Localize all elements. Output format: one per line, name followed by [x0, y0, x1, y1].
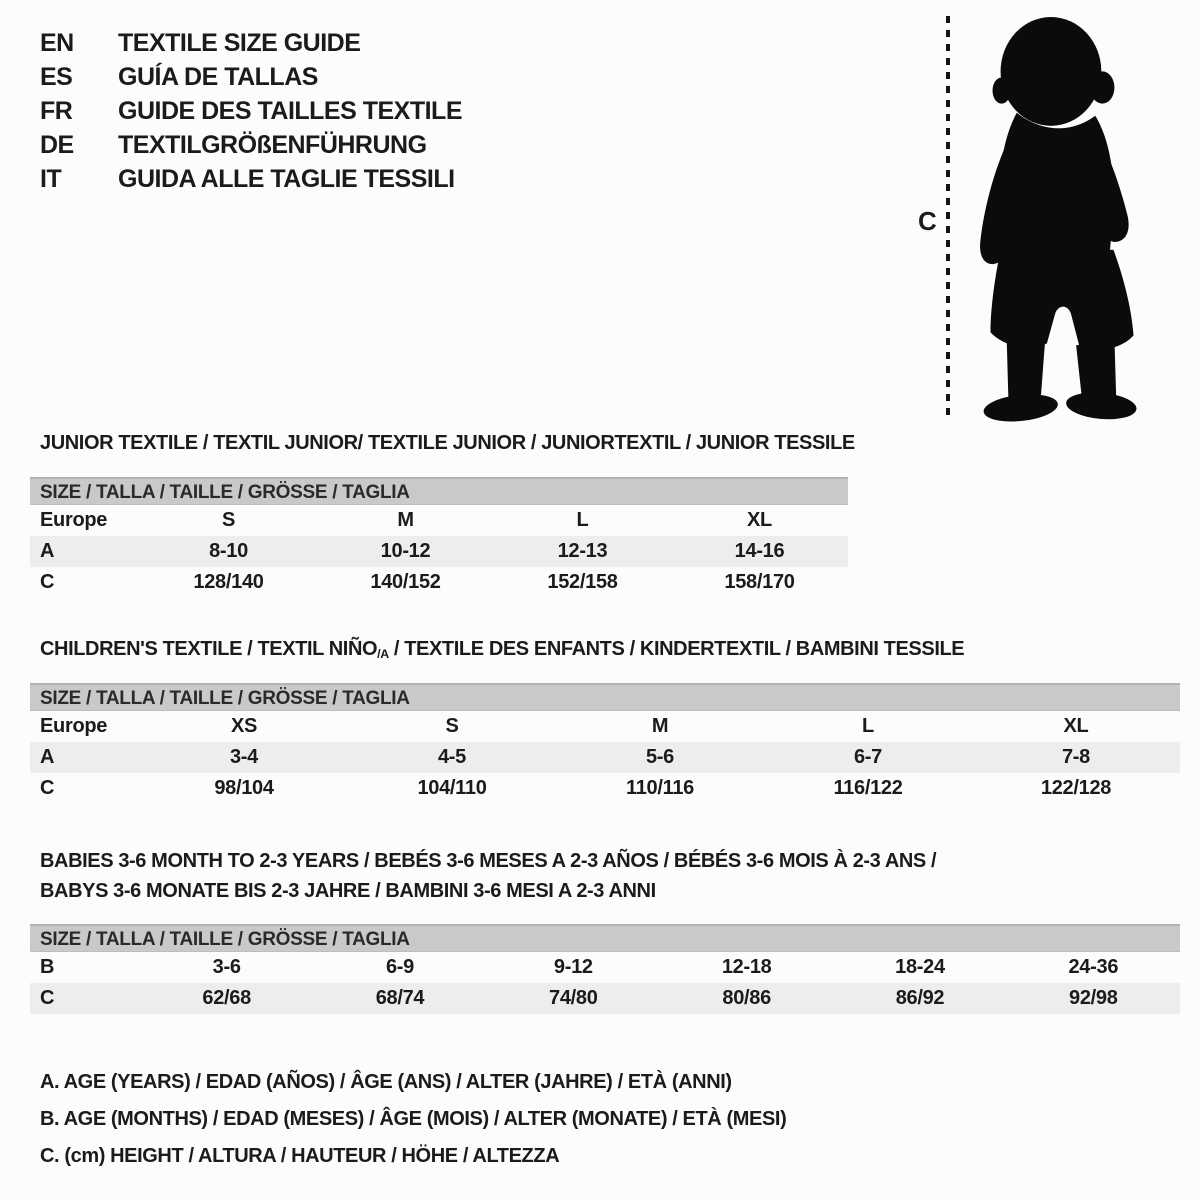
lang-code: IT: [40, 164, 62, 193]
size-col: XS: [230, 715, 258, 738]
children-header-row: [30, 711, 1180, 742]
cell: 3-6: [212, 956, 241, 978]
cell: 140/152: [370, 571, 441, 593]
size-col: S: [221, 509, 236, 531]
children-title-sub: /A: [377, 647, 389, 662]
cell: 4-5: [437, 746, 466, 769]
children-title-suffix: / TEXTILE DES ENFANTS / KINDERTEXTIL / BAMBINI TESSILE: [388, 638, 965, 660]
babies-section-title-line2: BABYS 3-6 MONATE BIS 2-3 JAHRE / BAMBINI 3-6 MESI A 2-3 ANNI: [40, 880, 656, 902]
size-col: XL: [747, 509, 772, 531]
legend-age-months: B. AGE (MONTHS) / EDAD (MESES) / ÂGE (MOIS) / ALTER (MONATE) / ETÀ (MESI): [40, 1108, 787, 1130]
cell: 3-4: [229, 746, 258, 769]
lang-row-fr: [40, 94, 462, 128]
babies-row-months: [30, 952, 1180, 983]
region-label: Europe: [40, 715, 108, 738]
cell: 98/104: [214, 777, 274, 800]
size-col: M: [651, 715, 669, 738]
row-label: C: [40, 987, 55, 1009]
legend-age-years: A. AGE (YEARS) / EDAD (AÑOS) / ÂGE (ANS) / ALTER (JAHRE) / ETÀ (ANNI): [40, 1071, 732, 1093]
region-label: Europe: [40, 509, 108, 531]
size-col: XL: [1063, 715, 1089, 738]
cell: 6-7: [853, 746, 882, 769]
row-label: A: [40, 746, 55, 769]
height-measure-label: C: [918, 206, 937, 236]
row-label: A: [40, 540, 55, 562]
cell: 12-13: [557, 540, 608, 562]
babies-textile-section: [30, 846, 1180, 1014]
junior-header-row: [30, 505, 848, 536]
lang-row-de: [40, 128, 462, 162]
cell: 8-10: [209, 540, 248, 562]
cell: 152/158: [547, 571, 618, 593]
height-measure-dashed-line: [946, 16, 950, 416]
cell: 68/74: [375, 987, 425, 1009]
children-textile-section: [30, 638, 1180, 804]
cell: 104/110: [417, 777, 487, 800]
lang-row-es: [40, 60, 462, 94]
row-label: C: [40, 571, 55, 593]
junior-row-age: [30, 536, 848, 567]
lang-row-it: [40, 162, 462, 196]
cell: 10-12: [380, 540, 431, 562]
lang-code: DE: [40, 130, 74, 159]
legend: [40, 1064, 786, 1175]
cell: 80/86: [722, 987, 771, 1009]
junior-textile-section: [30, 432, 855, 598]
cell: 62/68: [202, 987, 251, 1009]
children-title-prefix: CHILDREN'S TEXTILE / TEXTIL NIÑO: [40, 638, 378, 660]
children-row-height: [30, 773, 1180, 804]
cell: 74/80: [549, 987, 598, 1009]
lang-code: EN: [40, 28, 74, 57]
cell: 128/140: [193, 571, 264, 593]
lang-code: ES: [40, 62, 73, 91]
height-figure: [900, 8, 1155, 423]
cell: 86/92: [895, 987, 945, 1009]
babies-size-header-bar: SIZE / TALLA / TAILLE / GRÖSSE / TAGLIA: [30, 924, 1180, 952]
cell: 110/116: [626, 777, 694, 800]
junior-size-header-bar: SIZE / TALLA / TAILLE / GRÖSSE / TAGLIA: [30, 477, 848, 505]
cell: 12-18: [721, 956, 772, 978]
junior-row-height: [30, 567, 848, 598]
lang-code: FR: [40, 96, 73, 125]
children-row-age: [30, 742, 1180, 773]
legend-height-cm: C. (cm) HEIGHT / ALTURA / HAUTEUR / HÖHE / ALTEZZA: [40, 1145, 560, 1167]
cell: 14-16: [734, 540, 785, 562]
size-col: S: [445, 715, 459, 738]
children-section-title: [40, 638, 1180, 661]
cell: 122/128: [1040, 777, 1112, 800]
cell: 92/98: [1069, 987, 1118, 1009]
children-size-header-bar: SIZE / TALLA / TAILLE / GRÖSSE / TAGLIA: [30, 683, 1180, 711]
cell: 158/170: [724, 571, 795, 593]
cell: 18-24: [895, 956, 945, 978]
cell: 9-12: [553, 956, 593, 978]
row-label: C: [40, 777, 55, 800]
babies-row-height: [30, 983, 1180, 1014]
babies-section-title-line1: BABIES 3-6 MONTH TO 2-3 YEARS / BEBÉS 3-6 MESES A 2-3 AÑOS / BÉBÉS 3-6 MOIS À 2-3 ANS /: [40, 850, 937, 872]
size-col: M: [397, 509, 414, 531]
lang-label: TEXTILE SIZE GUIDE: [118, 28, 361, 57]
lang-row-en: [40, 26, 462, 60]
language-title-list: [40, 26, 462, 196]
toddler-silhouette-icon: [968, 14, 1148, 422]
row-label: B: [40, 956, 55, 978]
lang-label: GUIDA ALLE TAGLIE TESSILI: [118, 164, 455, 193]
cell: 6-9: [385, 956, 414, 978]
lang-label: GUÍA DE TALLAS: [118, 62, 318, 91]
size-col: L: [862, 715, 874, 738]
cell: 24-36: [1068, 956, 1119, 978]
lang-label: GUIDE DES TAILLES TEXTILE: [118, 96, 463, 125]
lang-label: TEXTILGRÖßENFÜHRUNG: [118, 130, 427, 159]
junior-section-title: JUNIOR TEXTILE / TEXTIL JUNIOR/ TEXTILE JUNIOR / JUNIORTEXTIL / JUNIOR TESSILE: [40, 432, 855, 454]
cell: 7-8: [1061, 746, 1090, 769]
cell: 5-6: [645, 746, 674, 769]
size-col: L: [576, 509, 589, 531]
cell: 116/122: [833, 777, 903, 800]
